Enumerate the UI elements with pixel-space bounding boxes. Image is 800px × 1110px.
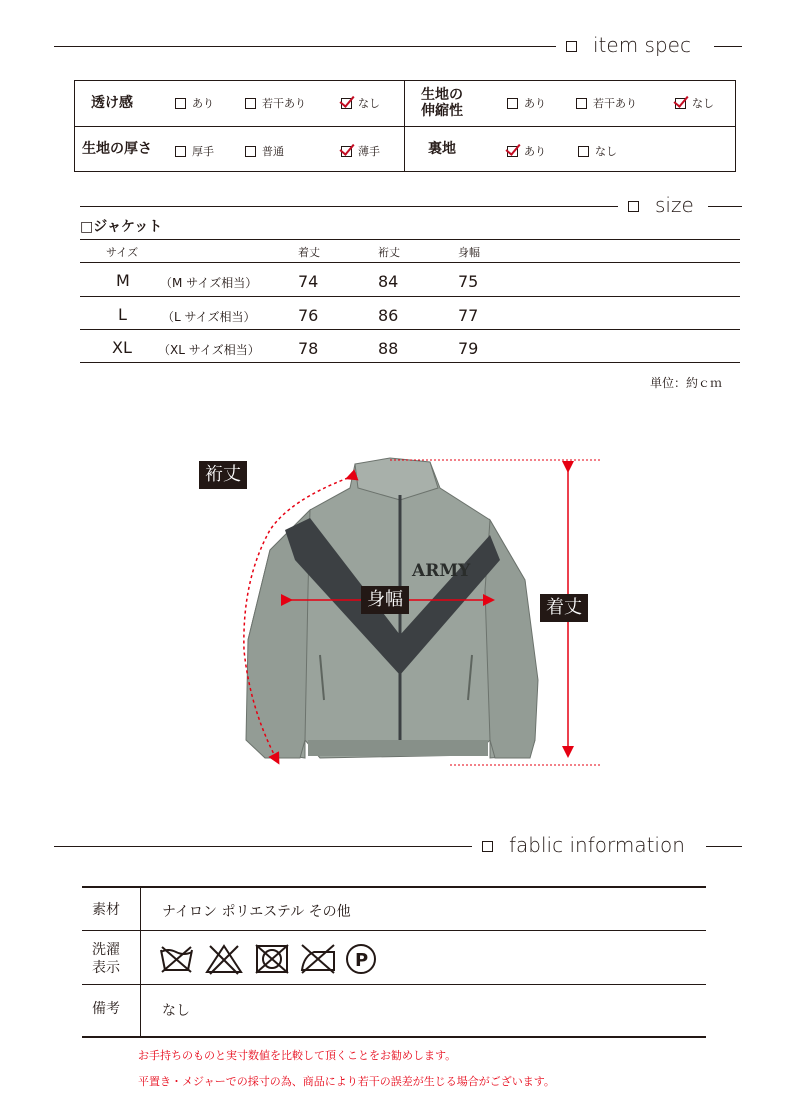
note-line: お手持ちのものと実寸数値を比較して頂くことをお勧めします。 (138, 1049, 457, 1062)
size-note: （L サイズ相当） (162, 310, 256, 324)
wash-label: 洗濯 表示 (92, 942, 120, 976)
fabric-heading: fablic information (482, 833, 685, 857)
size-table-line (80, 239, 740, 240)
size-table-line (80, 329, 740, 330)
spec-divider (74, 126, 736, 127)
spec-option: 若干あり (245, 95, 306, 111)
size-item-heading: □ジャケット (80, 219, 163, 235)
section-line-left (54, 46, 556, 47)
size-note: （XL サイズ相当） (158, 343, 260, 357)
spec-label-transparency: 透け感 (91, 95, 133, 111)
checkbox-icon (245, 146, 256, 157)
spec-option: あり (507, 95, 546, 111)
item-spec-heading: item spec (566, 33, 691, 57)
fabric-table-line (82, 984, 706, 985)
size-unit: 単位：約ｃｍ (650, 376, 723, 390)
size-header-length: 着丈 (298, 246, 320, 259)
spec-option: 薄手 (341, 143, 380, 159)
size-header-sleeve: 裄丈 (378, 246, 400, 259)
spec-option: あり (507, 143, 546, 159)
checked-checkbox-icon (507, 146, 518, 157)
spec-label-lining: 裏地 (428, 141, 456, 157)
size-length-value: 76 (298, 306, 319, 325)
size-length-value: 74 (298, 272, 319, 291)
size-length-value: 78 (298, 339, 319, 358)
spec-option: 普通 (245, 143, 284, 159)
checked-checkbox-icon (675, 98, 686, 109)
length-label: 着丈 (540, 594, 588, 622)
size-sleeve-value: 84 (378, 272, 399, 291)
fabric-column-divider (140, 887, 141, 1037)
size-header-size: サイズ (106, 246, 139, 259)
checkbox-icon (578, 146, 589, 157)
spec-label-thickness: 生地の厚さ (82, 141, 152, 157)
size-sleeve-value: 86 (378, 306, 399, 325)
size-heading: size (628, 193, 694, 217)
remarks-value: なし (162, 1003, 190, 1019)
spec-option: 若干あり (576, 95, 637, 111)
jacket-hem (308, 740, 488, 756)
note-line: 平置き・メジャーでの採寸の為、商品により若干の誤差が生じる場合がございます。 (138, 1075, 555, 1088)
size-width-value: 75 (458, 272, 479, 291)
spec-option: あり (175, 95, 214, 111)
checkbox-icon (245, 98, 256, 109)
no-tumble-dry-icon (256, 945, 288, 973)
size-width-value: 79 (458, 339, 479, 358)
checkbox-icon (175, 98, 186, 109)
spec-option: なし (341, 95, 380, 111)
fabric-table-line (82, 930, 706, 931)
no-wash-icon (161, 947, 192, 972)
no-bleach-icon (207, 946, 241, 974)
spec-option: 厚手 (175, 143, 214, 159)
fabric-table-line (82, 1036, 706, 1038)
square-icon (566, 41, 577, 52)
size-width-value: 77 (458, 306, 479, 325)
size-cell: L (118, 305, 127, 324)
checkbox-icon (175, 146, 186, 157)
material-value: ナイロン ポリエステル その他 (162, 904, 351, 920)
spec-option: なし (675, 95, 714, 111)
width-label: 身幅 (361, 586, 409, 614)
wash-icons (158, 942, 388, 976)
svg-text:P: P (355, 950, 369, 971)
material-label: 素材 (92, 902, 120, 918)
size-sleeve-value: 88 (378, 339, 399, 358)
dry-clean-p-icon (347, 945, 375, 973)
size-cell: M (116, 271, 130, 290)
checkbox-icon (507, 98, 518, 109)
size-table-line (80, 362, 740, 363)
checked-checkbox-icon (341, 146, 352, 157)
jacket-chest-print: ARMY (412, 561, 471, 581)
section-line-left (80, 206, 618, 207)
checkbox-icon (576, 98, 587, 109)
size-table-line (80, 262, 740, 263)
no-iron-icon (302, 945, 334, 973)
section-line-right (714, 46, 742, 47)
size-cell: XL (112, 338, 132, 357)
square-icon (482, 841, 493, 852)
section-line-left (54, 846, 472, 847)
section-line-right (706, 846, 742, 847)
section-line-right (708, 206, 742, 207)
size-header-width: 身幅 (458, 246, 480, 259)
size-table-line (80, 296, 740, 297)
spec-option: なし (578, 143, 617, 159)
size-note: （M サイズ相当） (160, 276, 258, 290)
checked-checkbox-icon (341, 98, 352, 109)
sleeve-label: 裄丈 (199, 461, 247, 489)
fabric-table-line (82, 886, 706, 888)
square-icon (628, 201, 639, 212)
spec-label-stretch: 生地の 伸縮性 (421, 87, 463, 119)
remarks-label: 備考 (92, 1001, 120, 1017)
